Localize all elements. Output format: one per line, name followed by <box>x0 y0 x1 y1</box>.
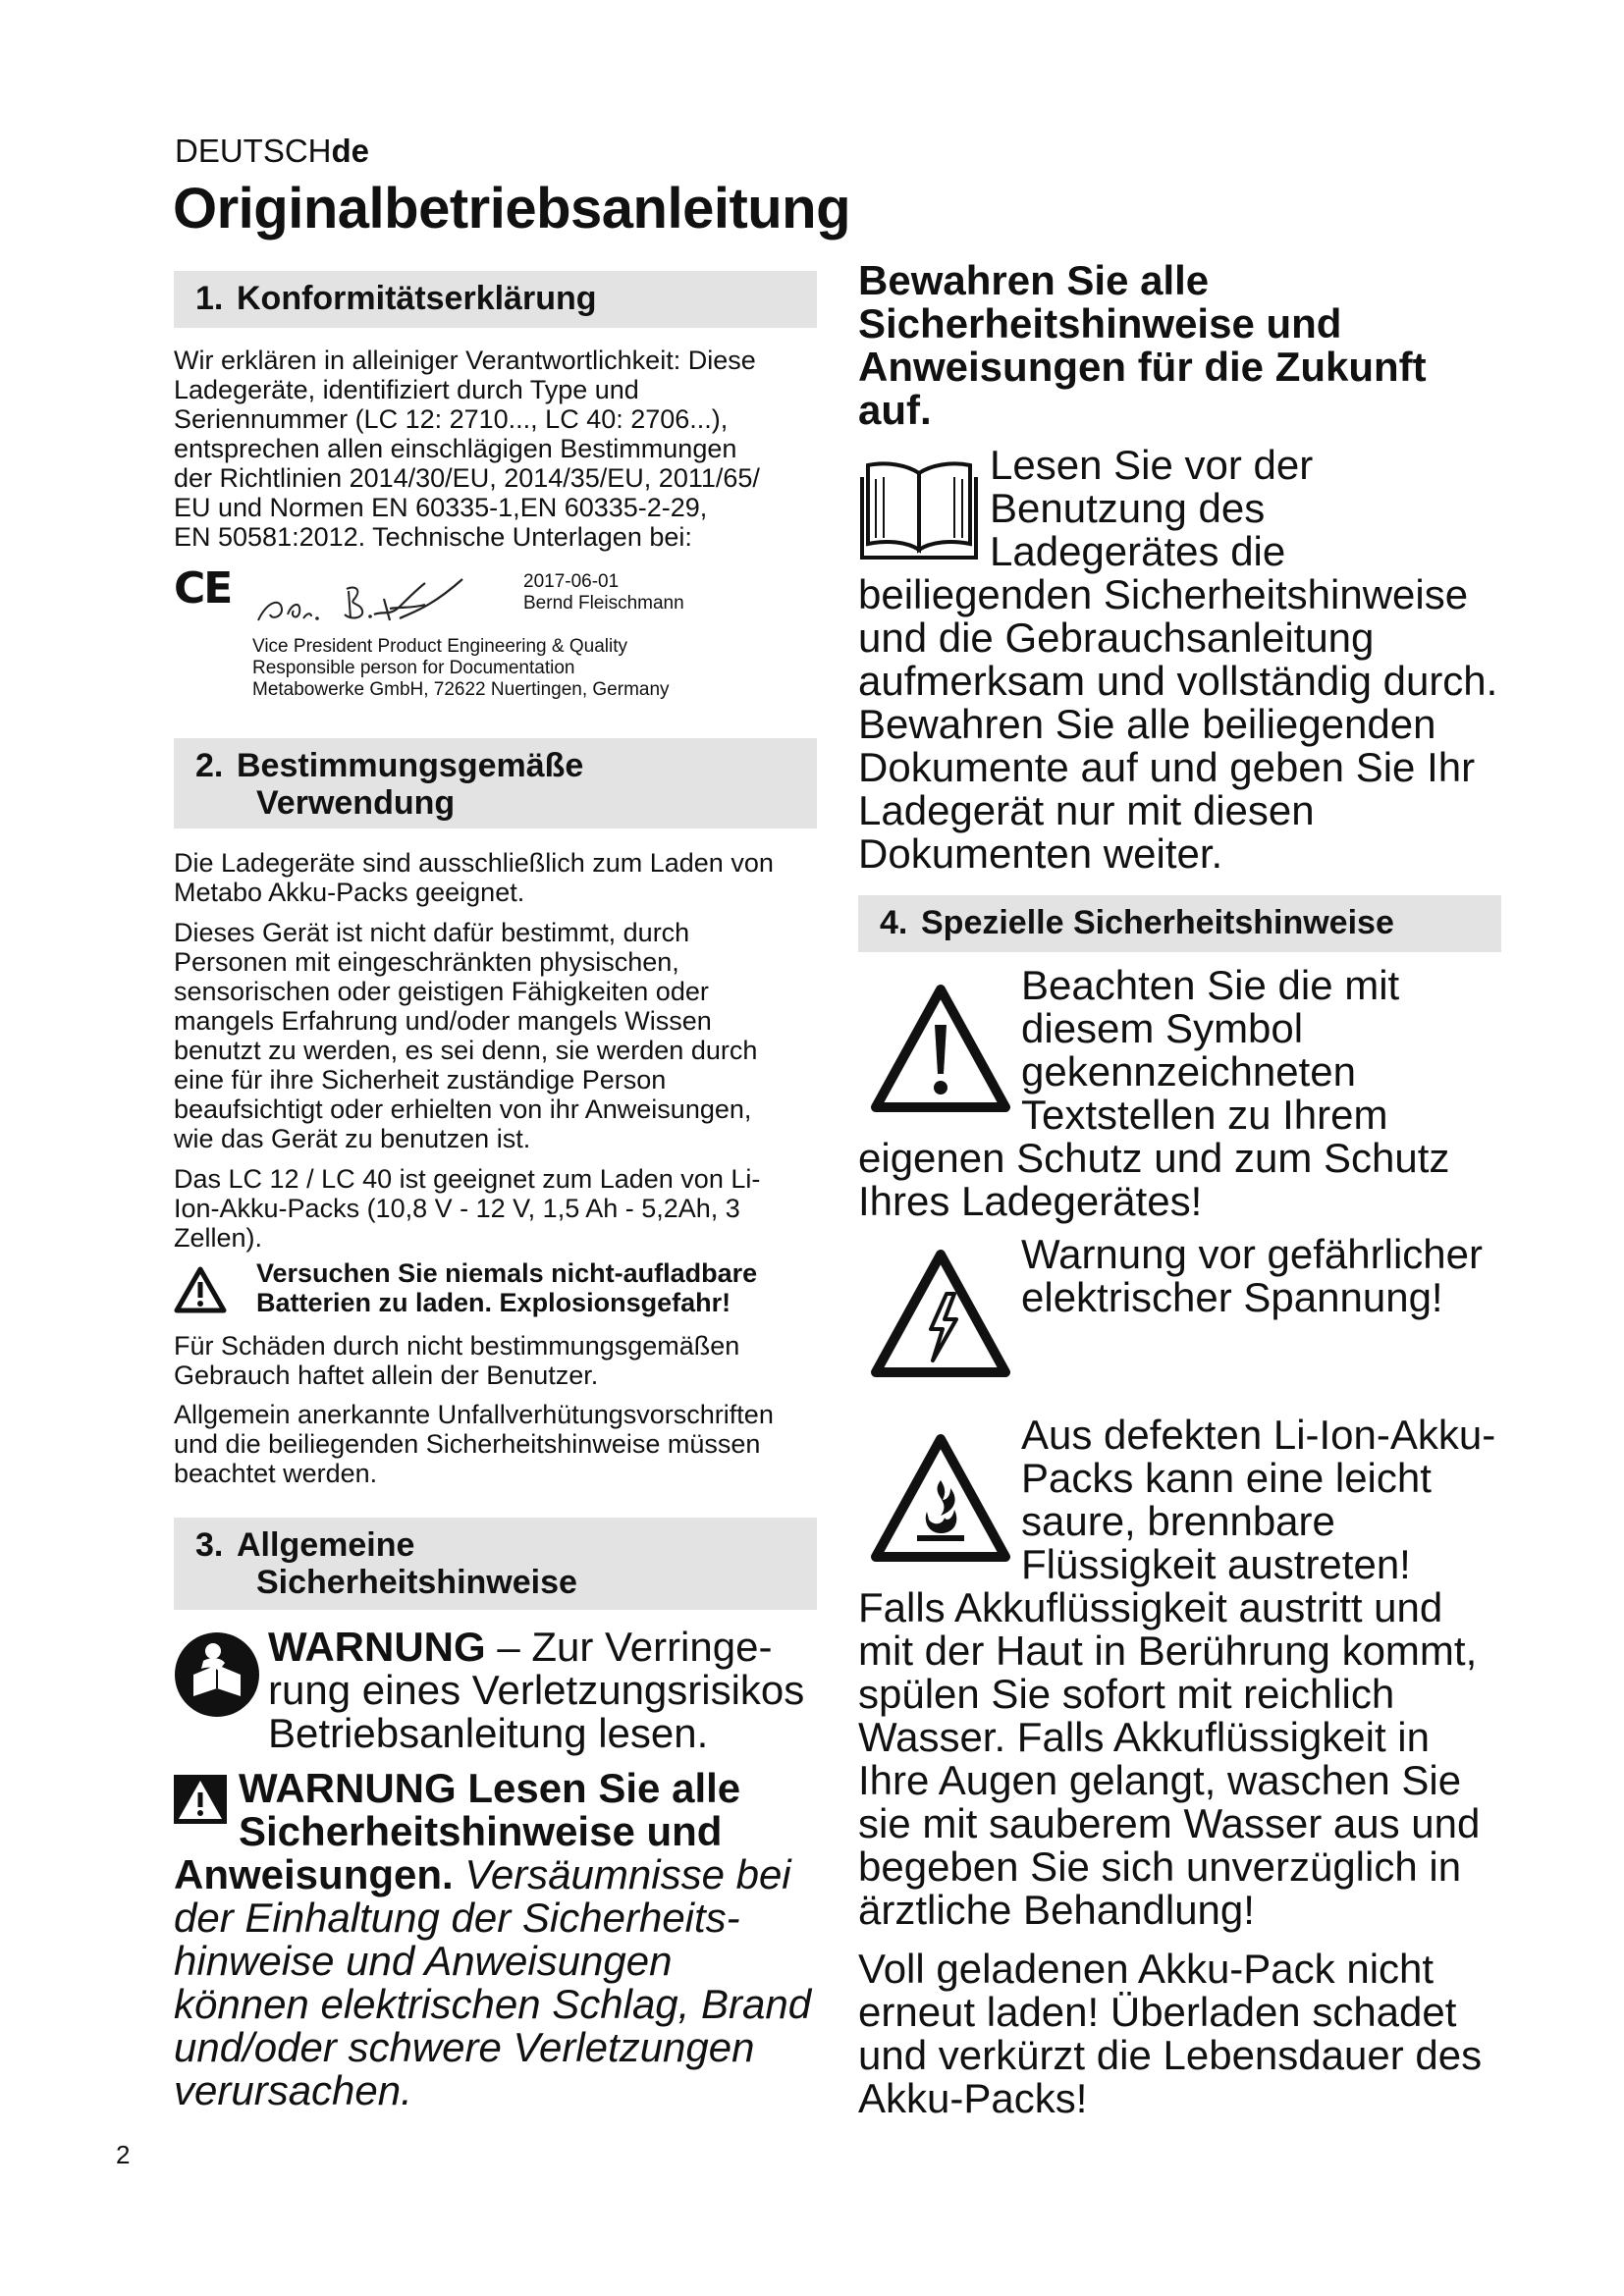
text-line: auf. <box>858 387 932 433</box>
signatory-role <box>252 636 670 701</box>
text-line: Ladegerätes die <box>990 528 1286 574</box>
text-line: EN 50581:2012. Technische Unterlagen bei: <box>174 522 692 552</box>
text-line: Warnung vor gefährlicher <box>1021 1231 1483 1277</box>
text-line: – Zur Verringe- <box>497 1624 773 1670</box>
text-line: Sicherheitshinweise und <box>239 1808 723 1854</box>
text-line: Beachten Sie die mit <box>1021 962 1400 1008</box>
text-line: Bewahren Sie alle beiliegenden <box>858 701 1436 747</box>
warning-label: WARNUNG <box>268 1624 486 1670</box>
text-line: Bewahren Sie alle <box>858 257 1210 303</box>
text-line: können elektrischen Schlag, Brand <box>174 1981 812 2027</box>
text-line: der Einhaltung der Sicherheits- <box>174 1895 740 1941</box>
section-title: Konformitätserklärung <box>237 280 597 317</box>
keep-instructions-heading <box>858 259 1427 432</box>
language-code: de <box>331 133 370 169</box>
high-voltage-icon <box>868 1247 1013 1380</box>
paragraph <box>174 848 774 907</box>
section-title: Bestimmungsgemäße <box>237 747 584 784</box>
read-before-use-continued <box>858 573 1497 876</box>
text-line: Für Schäden durch nicht bestimmungsgemäßen <box>174 1331 740 1361</box>
text-line: Sicherheitshinweise und <box>858 300 1342 347</box>
section-number: 2. <box>195 747 224 784</box>
warning-box-icon <box>174 1775 227 1824</box>
text-line: Responsible person for Documentation <box>252 658 575 678</box>
text-line: Batterien zu laden. Explosionsgefahr! <box>256 1288 731 1317</box>
section-title-continued: Sicherheitshinweise <box>256 1564 577 1601</box>
section-2-heading <box>174 738 817 828</box>
text-line: Zellen). <box>174 1223 263 1253</box>
text-line: Benutzung des <box>990 485 1266 531</box>
ce-mark: CE <box>174 563 232 614</box>
general-warning <box>239 1767 740 1853</box>
conformity-text <box>174 346 760 552</box>
language-label <box>175 132 369 171</box>
text-line: Wir erklären in alleiniger Verantwortlichkeit: Diese <box>174 346 756 375</box>
paragraph <box>174 1331 739 1390</box>
general-warning-body <box>174 1853 811 2112</box>
text-line: Seriennummer (LC 12: 2710..., LC 40: 2706...), <box>174 404 729 434</box>
text-line: diesem Symbol <box>1021 1005 1304 1051</box>
text-line: beaufsichtigt oder erhielten von ihr Anweisungen, <box>174 1095 752 1124</box>
section-title-continued: Verwendung <box>256 784 456 822</box>
text-line: Dokumenten weiter. <box>858 830 1223 877</box>
section-3-heading <box>174 1518 817 1610</box>
section-title: Allgemeine <box>237 1526 415 1564</box>
text-line: Textstellen zu Ihrem <box>1021 1092 1388 1138</box>
book-icon <box>858 455 980 563</box>
text-line: saure, brennbare <box>1021 1498 1335 1544</box>
text-line: EU und Normen EN 60335-1,EN 60335-2-29, <box>174 493 708 522</box>
text-line: benutzt zu werden, es sei denn, sie werden durch <box>174 1036 758 1065</box>
text-line: aufmerksam und vollständig durch. <box>858 658 1498 704</box>
text-line: Lesen Sie vor der <box>990 442 1314 488</box>
signature-date: 2017-06-01 <box>523 571 620 592</box>
text-line: Vice President Product Engineering & Quality <box>252 636 627 657</box>
text-line: Die Ladegeräte sind ausschließlich zum Laden von <box>174 848 774 878</box>
text-line: Voll geladenen Akku-Pack nicht <box>858 1946 1435 1992</box>
flammable-icon <box>868 1431 1013 1565</box>
text-line: Gebrauch haftet allein der Benutzer. <box>174 1361 599 1390</box>
text-line: Anweisungen. <box>174 1851 454 1897</box>
text-line: Metabo Akku-Packs geeignet. <box>174 878 525 907</box>
language-name: DEUTSCH <box>175 133 332 169</box>
warning-triangle-icon <box>174 1266 227 1313</box>
text-line: Metabowerke GmbH, 72622 Nuertingen, Germany <box>252 679 670 700</box>
section-title: Spezielle Sicherheitshinweise <box>921 904 1394 941</box>
overcharge-warning <box>858 1948 1482 2120</box>
text-line: verursachen. <box>174 2067 412 2113</box>
section-4-heading <box>858 895 1501 952</box>
text-line: Ihre Augen gelangt, waschen Sie <box>858 1757 1462 1803</box>
symbol-note <box>1021 964 1399 1137</box>
text-line: Das LC 12 / LC 40 ist geeignet zum Laden von Li- <box>174 1164 761 1194</box>
symbol-note-continued <box>858 1137 1449 1223</box>
text-line: Allgemein anerkannte Unfallverhütungsvorschriften <box>174 1400 774 1429</box>
text-line: rung eines Verletzungsrisikos <box>268 1667 805 1713</box>
text-line: Ihres Ladegerätes! <box>858 1178 1203 1224</box>
text-line: Wasser. Falls Akkuflüssigkeit in <box>858 1714 1430 1760</box>
fire-warning <box>1021 1414 1495 1586</box>
text-line: WARNUNG Lesen Sie alle <box>239 1765 741 1811</box>
text-line: Falls Akkuflüssigkeit austritt und <box>858 1584 1443 1630</box>
text-line: der Richtlinien 2014/30/EU, 2014/35/EU, 2011/65/ <box>174 463 760 493</box>
text-line: Aus defekten Li-Ion-Akku- <box>1021 1412 1496 1458</box>
text-line: Personen mit eingeschränkten physischen, <box>174 947 679 977</box>
text-line: entsprechen allen einschlägigen Bestimmungen <box>174 434 737 463</box>
text-line: Dieses Gerät ist nicht dafür bestimmt, durch <box>174 918 690 947</box>
text-line: Versuchen Sie niemals nicht-aufladbare <box>256 1258 758 1288</box>
text-line: beiliegenden Sicherheitshinweise <box>858 571 1469 617</box>
voltage-warning <box>1021 1233 1483 1319</box>
explosion-warning <box>256 1258 757 1317</box>
text-line: und die Gebrauchsanleitung <box>858 614 1375 661</box>
signatory-name: Bernd Fleischmann <box>523 593 684 614</box>
text-line: Akku-Packs! <box>858 2075 1088 2121</box>
text-line: sie mit sauberem Wasser aus und <box>858 1800 1481 1846</box>
read-manual-icon <box>174 1631 260 1718</box>
text-line: gekennzeichneten <box>1021 1048 1356 1095</box>
text-line: ärztliche Behandlung! <box>858 1887 1255 1933</box>
text-line: beachtet werden. <box>174 1459 378 1488</box>
text-line: Ladegerät nur mit diesen <box>858 787 1315 833</box>
text-line: elektrischer Spannung! <box>1021 1274 1443 1320</box>
text-line: Betriebsanleitung lesen. <box>268 1710 709 1756</box>
text-line: erneut laden! Überladen schadet <box>858 1989 1457 2035</box>
text-line: Ladegeräte, identifiziert durch Type und <box>174 375 639 404</box>
text-line: und/oder schwere Verletzungen <box>174 2024 755 2070</box>
text-line: begeben Sie sich unverzüglich in <box>858 1843 1462 1890</box>
section-1-heading <box>174 271 817 328</box>
battery-fluid-instructions <box>858 1586 1480 1932</box>
text-line: Ion-Akku-Packs (10,8 V - 12 V, 1,5 Ah - 5,2Ah, 3 <box>174 1194 740 1223</box>
signature-image <box>252 560 478 638</box>
paragraph <box>174 1164 760 1253</box>
page-number: 2 <box>116 2140 131 2169</box>
section-number: 4. <box>880 904 908 941</box>
text-line: spülen Sie sofort mit reichlich <box>858 1671 1395 1717</box>
text-line: und verkürzt die Lebensdauer des <box>858 2032 1483 2078</box>
paragraph <box>174 918 757 1153</box>
text-line: Dokumente auf und geben Sie Ihr <box>858 744 1476 790</box>
warning-triangle-icon <box>868 982 1013 1115</box>
text-line: eine für ihre Sicherheit zuständige Person <box>174 1065 667 1095</box>
text-line: Anweisungen für die Zukunft <box>858 344 1427 390</box>
paragraph <box>174 1400 774 1488</box>
text-line: hinweise und Anweisungen <box>174 1938 673 1984</box>
section-number: 3. <box>195 1526 224 1564</box>
text-line: Versäumnisse bei <box>464 1851 791 1897</box>
text-line: Flüssigkeit austreten! <box>1021 1541 1411 1587</box>
text-line: und die beiliegenden Sicherheitshinweise müssen <box>174 1429 761 1459</box>
text-line: Packs kann eine leicht <box>1021 1455 1432 1501</box>
section-number: 1. <box>195 280 224 317</box>
page-title: Originalbetriebsanleitung <box>173 177 851 240</box>
text-line: sensorischen oder geistigen Fähigkeiten oder <box>174 977 709 1006</box>
text-line: mangels Erfahrung und/oder mangels Wissen <box>174 1006 712 1036</box>
read-before-use <box>990 444 1313 573</box>
text-line: eigenen Schutz und zum Schutz <box>858 1135 1450 1181</box>
text-line: mit der Haut in Berührung kommt, <box>858 1628 1478 1674</box>
signatory <box>523 571 684 614</box>
text-line: wie das Gerät zu benutzen ist. <box>174 1124 531 1153</box>
warning-read-manual <box>268 1626 804 1755</box>
